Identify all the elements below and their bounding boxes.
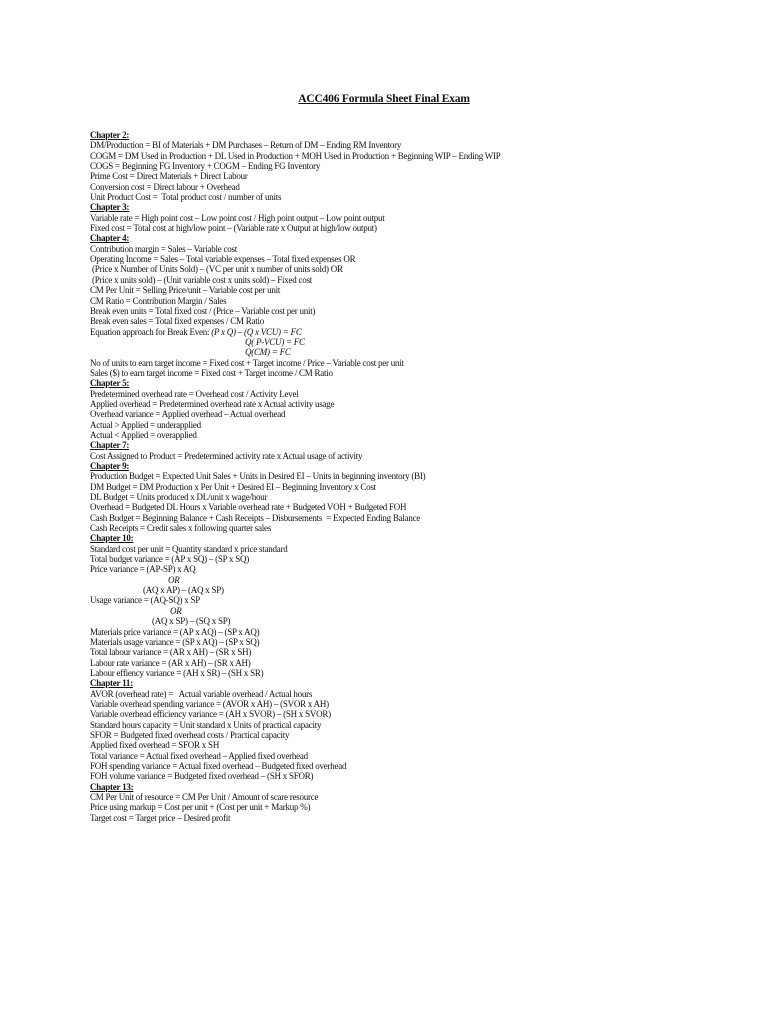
chapter-heading-text: Chapter 10: xyxy=(90,533,134,544)
formula-line xyxy=(90,399,730,409)
formula-line xyxy=(90,544,730,554)
formula-text: Production Budget = Expected Unit Sales + Units in Desired EI – Units in beginning inventory (BI) xyxy=(90,471,426,482)
formula-text: Conversion cost = Direct labour + Overhead xyxy=(90,181,240,192)
formula-text: DM Budget = DM Production x Per Unit + Desired EI – Beginning Inventory x Cost xyxy=(90,481,376,492)
formula-line xyxy=(90,223,730,233)
formula-line xyxy=(90,564,730,574)
formula-line xyxy=(90,482,730,492)
formula-text: Materials usage variance = (SP x AQ) – (SP x SQ) xyxy=(90,636,260,647)
formula-line xyxy=(90,430,730,440)
formula-line xyxy=(90,296,730,306)
formula-equation: (P x Q) – (Q x VCU) = FC xyxy=(209,326,302,337)
formula-text: Unit Product Cost = Total product cost / number of units xyxy=(90,192,282,203)
formula-text: Materials price variance = (AP x AQ) – (SP x AQ) xyxy=(90,626,260,637)
formula-text: FOH volume variance = Budgeted fixed overhead – (SH x SFOR) xyxy=(90,771,314,782)
chapter-heading xyxy=(90,202,730,212)
formula-text: CM Ratio = Contribution Margin / Sales xyxy=(90,295,227,306)
document-body xyxy=(90,130,730,823)
formula-line xyxy=(90,616,730,626)
chapter-heading-text: Chapter 4: xyxy=(90,233,130,244)
chapter-heading xyxy=(90,678,730,688)
formula-text: Break even units = Total fixed cost / (Price – Variable cost per unit) xyxy=(90,305,316,316)
formula-line xyxy=(90,492,730,502)
formula-text: Variable rate = High point cost – Low point cost / High point output – Low point output xyxy=(90,212,385,223)
formula-text: Standard hours capacity = Unit standard x Units of practical capacity xyxy=(90,719,322,730)
chapter-heading-text: Chapter 7: xyxy=(90,440,130,451)
formula-text: SFOR = Budgeted fixed overhead costs / Practical capacity xyxy=(90,729,290,740)
formula-line xyxy=(90,792,730,802)
formula-line xyxy=(90,637,730,647)
formula-line xyxy=(90,627,730,637)
formula-text: Variable overhead efficiency variance = (AH x SVOR) – (SH x SVOR) xyxy=(90,709,331,720)
formula-line xyxy=(90,740,730,750)
chapter-heading xyxy=(90,130,730,140)
formula-line xyxy=(90,802,730,812)
formula-text: Usage variance = (AQ-SQ) x SP xyxy=(90,595,201,606)
chapter-heading xyxy=(90,233,730,243)
chapter-heading xyxy=(90,533,730,543)
formula-line xyxy=(90,316,730,326)
formula-text: Q( P-VCU) = FC xyxy=(245,336,305,347)
formula-text: Overhead = Budgeted DL Hours x Variable overhead rate + Budgeted VOH + Budgeted FOH xyxy=(90,502,407,513)
formula-text: (Price x Number of Units Sold) – (VC per unit x number of units sold) OR xyxy=(90,264,343,275)
formula-line xyxy=(90,585,730,595)
formula-line xyxy=(90,761,730,771)
formula-text: Predetermined overhead rate = Overhead cost / Activity Level xyxy=(90,388,299,399)
formula-line xyxy=(90,502,730,512)
formula-line xyxy=(90,554,730,564)
chapter-heading xyxy=(90,378,730,388)
formula-line xyxy=(90,171,730,181)
formula-line xyxy=(90,151,730,161)
formula-line xyxy=(90,689,730,699)
formula-text: No of units to earn target income = Fixed cost + Target income / Price – Variable cost per unit xyxy=(90,357,404,368)
formula-line xyxy=(90,285,730,295)
formula-line xyxy=(90,606,730,616)
formula-text: Total variance = Actual fixed overhead – Applied fixed overhead xyxy=(90,750,308,761)
formula-text: OR xyxy=(170,605,182,616)
formula-text: CM Per Unit of resource = CM Per Unit / Amount of scare resource xyxy=(90,792,319,802)
formula-text: (Price x units sold) – (Unit variable cost x units sold) – Fixed cost xyxy=(90,274,312,285)
formula-line xyxy=(90,409,730,419)
formula-line xyxy=(90,213,730,223)
formula-text: (AQ x SP) – (SQ x SP) xyxy=(152,616,231,627)
formula-text: COGS = Beginning FG Inventory + COGM – Ending FG Inventory xyxy=(90,161,321,172)
formula-line xyxy=(90,306,730,316)
formula-line xyxy=(90,471,730,481)
formula-line xyxy=(90,368,730,378)
formula-line xyxy=(90,347,730,357)
formula-line xyxy=(90,275,730,285)
formula-line xyxy=(90,244,730,254)
formula-text: Labour rate variance = (AR x AH) – (SR x AH) xyxy=(90,657,251,668)
formula-text: OR xyxy=(168,574,180,585)
formula-line xyxy=(90,771,730,781)
formula-text: FOH spending variance = Actual fixed overhead – Budgeted fixed overhead xyxy=(90,760,347,771)
formula-text: Cash Receipts = Credit sales x following quarter sales xyxy=(90,523,272,534)
formula-line xyxy=(90,264,730,274)
chapter-heading-text: Chapter 9: xyxy=(90,461,130,471)
formula-text: Total budget variance = (AP x SQ) – (SP x SQ) xyxy=(90,554,250,565)
formula-text: Applied overhead = Predetermined overhead rate x Actual activity usage xyxy=(90,398,335,409)
formula-line xyxy=(90,813,730,823)
formula-line xyxy=(90,451,730,461)
formula-text: (AQ x AP) – (AQ x SP) xyxy=(143,585,224,596)
chapter-heading xyxy=(90,461,730,471)
formula-text: Prime Cost = Direct Materials + Direct Labour xyxy=(90,171,248,182)
formula-line xyxy=(90,658,730,668)
chapter-heading xyxy=(90,440,730,450)
formula-text: DM/Production = BI of Materials + DM Purchases – Return of DM – Ending RM Inventory xyxy=(90,140,402,151)
formula-line xyxy=(90,389,730,399)
formula-text: Actual < Applied = overapplied xyxy=(90,429,197,440)
document-title: ACC406 Formula Sheet Final Exam xyxy=(298,93,470,105)
formula-line xyxy=(90,668,730,678)
chapter-heading-text: Chapter 11: xyxy=(90,678,133,689)
formula-text: Cash Budget = Beginning Balance + Cash Receipts – Disbursements = Expected Ending Balance xyxy=(90,512,421,523)
formula-text: Overhead variance = Applied overhead – Actual overhead xyxy=(90,409,286,420)
chapter-heading-text: Chapter 5: xyxy=(90,378,130,389)
formula-text: Target cost = Target price – Desired profit xyxy=(90,812,231,823)
formula-text: Break even sales = Total fixed expenses / CM Ratio xyxy=(90,316,264,327)
formula-text: Contribution margin = Sales – Variable cost xyxy=(90,243,237,254)
chapter-heading-text: Chapter 2: xyxy=(90,130,130,140)
formula-line xyxy=(90,358,730,368)
formula-text: Labour effiency variance = (AH x SR) – (SH x SR) xyxy=(90,667,264,678)
formula-line xyxy=(90,420,730,430)
formula-text: DL Budget = Units produced x DL/unit x wage/hour xyxy=(90,492,268,503)
formula-text: Q(CM) = FC xyxy=(245,347,291,358)
formula-line xyxy=(90,523,730,533)
formula-line xyxy=(90,751,730,761)
formula-text: Applied fixed overhead = SFOR x SH xyxy=(90,740,220,751)
formula-line xyxy=(90,192,730,202)
formula-line xyxy=(90,720,730,730)
formula-text: Variable overhead spending variance = (AVOR x AH) – (SVOR x AH) xyxy=(90,698,329,709)
formula-line xyxy=(90,647,730,657)
formula-line xyxy=(90,254,730,264)
formula-text: Equation approach for Break Even: xyxy=(90,326,210,337)
formula-line xyxy=(90,575,730,585)
formula-line xyxy=(90,327,730,337)
chapter-heading xyxy=(90,782,730,792)
formula-text: Price using markup = Cost per unit + (Cost per unit + Markup %) xyxy=(90,802,311,813)
formula-line xyxy=(90,595,730,605)
formula-text: Actual > Applied = underapplied xyxy=(90,419,201,430)
formula-text: COGM = DM Used in Production + DL Used in Production + MOH Used in Production + Beginning WIP – Ending WIP xyxy=(90,150,501,161)
formula-line xyxy=(90,730,730,740)
formula-text: Standard cost per unit = Quantity standard x price standard xyxy=(90,543,288,554)
formula-text: CM Per Unit = Selling Price/unit – Variable cost per unit xyxy=(90,285,281,296)
formula-line xyxy=(90,699,730,709)
chapter-heading-text: Chapter 3: xyxy=(90,202,130,213)
formula-line xyxy=(90,709,730,719)
formula-text: AVOR (overhead rate) = Actual variable overhead / Actual hours xyxy=(90,688,313,699)
formula-line xyxy=(90,513,730,523)
formula-text: Fixed cost = Total cost at high/low point – (Variable rate x Output at high/low output) xyxy=(90,223,377,234)
formula-line xyxy=(90,140,730,150)
formula-text: Operating Income = Sales – Total variable expenses – Total fixed expenses OR xyxy=(90,254,356,265)
formula-line xyxy=(90,161,730,171)
formula-text: Cost Assigned to Product = Predetermined activity rate x Actual usage of activity xyxy=(90,450,363,461)
formula-text: Total labour variance = (AR x AH) – (SR x SH) xyxy=(90,647,252,658)
chapter-heading-text: Chapter 13: xyxy=(90,781,134,792)
formula-text: Price variance = (AP-SP) x AQ xyxy=(90,564,196,575)
formula-line xyxy=(90,337,730,347)
formula-line xyxy=(90,182,730,192)
formula-text: Sales ($) to earn target income = Fixed cost + Target income / CM Ratio xyxy=(90,367,333,378)
